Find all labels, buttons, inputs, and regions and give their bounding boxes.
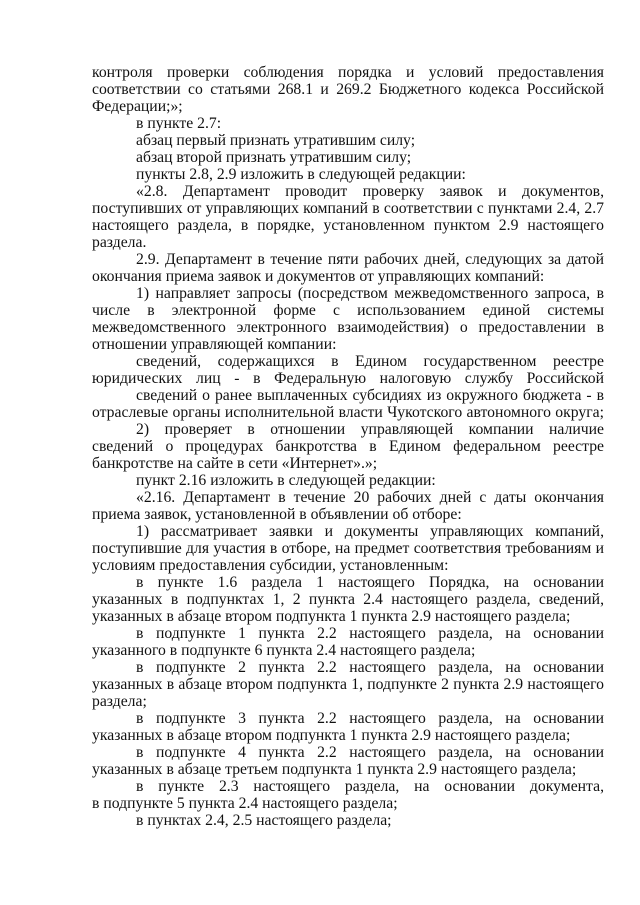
text-line: в пункте 2.7: bbox=[136, 115, 222, 132]
text-line: абзац первый признать утратившим силу; bbox=[136, 132, 416, 149]
text-line: приема заявок, установленной в объявлении об отборе: bbox=[92, 506, 462, 523]
text-line: в пункте 1.6 раздела 1 настоящего Порядка, на основании bbox=[136, 574, 604, 591]
text-line: в пунктах 2.4, 2.5 настоящего раздела; bbox=[136, 812, 392, 829]
text-line: числе в электронной форме с использованием единой системы bbox=[92, 302, 604, 319]
text-line: условиям предоставления субсидии, установленным: bbox=[92, 557, 449, 574]
text-line: настоящего раздела, в порядке, установленном пунктом 2.9 настоящего bbox=[92, 217, 604, 234]
text-line: контроля проверки соблюдения порядка и условий предоставления bbox=[92, 64, 604, 81]
text-line: указанного в подпункте 6 пункта 2.4 настоящего раздела; bbox=[92, 642, 476, 659]
text-line: 2) проверяет в отношении управляющей компании наличие bbox=[136, 421, 604, 438]
text-line: указанных в абзаце втором подпункта 1, подпункте 2 пункта 2.9 настоящего bbox=[92, 676, 604, 693]
text-line: в подпункте 2 пункта 2.2 настоящего раздела, на основании bbox=[136, 659, 604, 676]
text-line: пункт 2.16 изложить в следующей редакции: bbox=[136, 472, 436, 489]
text-line: юридических лиц - в Федеральную налоговую службу Российской bbox=[92, 370, 604, 387]
text-line: окончания приема заявок и документов от управляющих компаний: bbox=[92, 268, 545, 285]
text-line: межведомственного электронного взаимодействия) о предоставлении в bbox=[92, 319, 604, 336]
text-line: сведений, содержащихся в Едином государственном реестре bbox=[136, 353, 604, 370]
text-line: в подпункте 4 пункта 2.2 настоящего раздела, на основании bbox=[136, 744, 604, 761]
text-line: в пункте 2.3 настоящего раздела, на основании документа, bbox=[136, 778, 604, 795]
text-line: абзац второй признать утратившим силу; bbox=[136, 149, 412, 166]
text-line: пункты 2.8, 2.9 изложить в следующей редакции: bbox=[136, 166, 466, 183]
text-line: отношении управляющей компании: bbox=[92, 336, 337, 353]
text-line: соответствии со статьями 268.1 и 269.2 Бюджетного кодекса Российской bbox=[92, 81, 604, 98]
text-line: в подпункте 5 пункта 2.4 настоящего раздела; bbox=[92, 795, 398, 812]
text-line: отраслевые органы исполнительной власти Чукотского автономного округа; bbox=[92, 404, 604, 421]
text-line: поступившие для участия в отборе, на предмет соответствия требованиям и bbox=[92, 540, 604, 557]
text-line: указанных в подпунктах 1, 2 пункта 2.4 настоящего раздела, сведений, bbox=[92, 591, 604, 608]
text-line: раздела. bbox=[92, 234, 147, 251]
text-line: Федерации;»; bbox=[92, 98, 183, 115]
text-line: 1) направляет запросы (посредством межведомственного запроса, в bbox=[136, 285, 604, 302]
text-line: указанных в абзаце втором подпункта 1 пункта 2.9 настоящего раздела; bbox=[92, 727, 571, 744]
text-line: указанных в абзаце третьем подпункта 1 пункта 2.9 настоящего раздела; bbox=[92, 761, 577, 778]
text-line: сведений о ранее выплаченных субсидиях из окружного бюджета - в bbox=[136, 387, 604, 404]
text-line: раздела; bbox=[92, 693, 147, 710]
text-line: сведений о процедурах банкротства в Едином федеральном реестре bbox=[92, 438, 604, 455]
text-line: в подпункте 1 пункта 2.2 настоящего раздела, на основании bbox=[136, 625, 604, 642]
text-line: поступивших от управляющих компаний в соответствии с пунктами 2.4, 2.7 bbox=[92, 200, 604, 217]
text-line: «2.8. Департамент проводит проверку заявок и документов, bbox=[136, 183, 604, 200]
text-line: в подпункте 3 пункта 2.2 настоящего раздела, на основании bbox=[136, 710, 604, 727]
text-line: «2.16. Департамент в течение 20 рабочих дней с даты окончания bbox=[136, 489, 604, 506]
text-line: указанных в абзаце втором подпункта 1 пункта 2.9 настоящего раздела; bbox=[92, 608, 571, 625]
text-line: банкротстве на сайте в сети «Интернет».»; bbox=[92, 455, 378, 472]
text-line: 1) рассматривает заявки и документы управляющих компаний, bbox=[136, 523, 604, 540]
text-line: 2.9. Департамент в течение пяти рабочих дней, следующих за датой bbox=[136, 251, 604, 268]
